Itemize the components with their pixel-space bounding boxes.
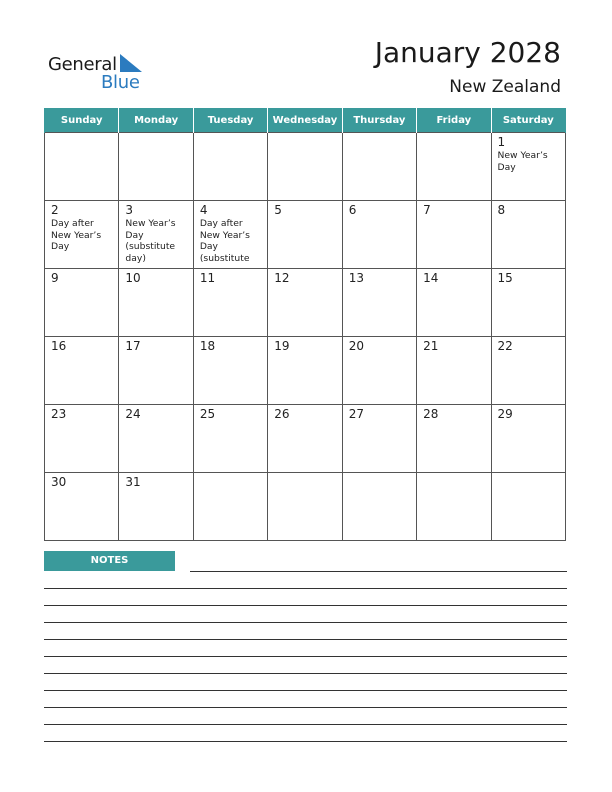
weekday-friday: Friday: [417, 108, 491, 133]
day-number: 29: [497, 407, 513, 421]
day-cell: [342, 473, 416, 541]
day-cell: [417, 201, 491, 269]
day-number: 15: [497, 271, 513, 285]
day-cell: [119, 133, 193, 201]
day-number: 2: [51, 203, 59, 217]
week-row: [45, 201, 566, 269]
day-cell: [342, 201, 416, 269]
day-cell: [491, 337, 565, 405]
day-number: 24: [125, 407, 141, 421]
note-line: [44, 673, 567, 674]
day-number: 23: [51, 407, 67, 421]
day-number: 7: [423, 203, 431, 217]
day-number: 18: [199, 339, 216, 353]
day-cell: [119, 269, 193, 337]
day-number: 12: [274, 271, 290, 285]
weekday-tuesday: Tuesday: [193, 108, 267, 133]
note-line: [44, 588, 567, 589]
day-cell: [491, 269, 565, 337]
day-cell: [268, 201, 342, 269]
day-number: 8: [497, 203, 506, 217]
day-cell: [417, 337, 491, 405]
day-cell: [268, 133, 342, 201]
week-row: [45, 473, 566, 541]
note-line: [44, 724, 567, 725]
holiday-label: New Year’s Day (substitute day): [125, 218, 176, 264]
holiday-label: Day after New Year’s Day: [51, 218, 102, 252]
day-number: 9: [51, 271, 59, 285]
day-cell: [193, 405, 267, 473]
day-number: 3: [125, 203, 134, 217]
day-cell: [268, 405, 342, 473]
day-cell: [342, 133, 416, 201]
day-cell: [268, 473, 342, 541]
day-cell: [417, 269, 491, 337]
day-cell: [119, 337, 193, 405]
note-line: [44, 690, 567, 691]
day-cell: [342, 405, 416, 473]
day-cell: [268, 269, 342, 337]
day-number: 31: [125, 475, 141, 489]
weekday-thursday: Thursday: [342, 108, 416, 133]
day-cell: [491, 133, 565, 201]
day-number: 21: [423, 339, 439, 353]
day-number: 6: [348, 203, 357, 217]
day-cell: [342, 337, 416, 405]
weekday-header-row: [45, 108, 566, 133]
day-number: 22: [497, 339, 513, 353]
note-line: [44, 656, 567, 657]
day-number: 17: [125, 339, 141, 353]
weekday-wednesday: Wednesday: [268, 108, 342, 133]
day-cell: [342, 269, 416, 337]
day-number: 19: [274, 339, 290, 353]
day-number: 5: [274, 203, 282, 217]
day-number: 13: [348, 271, 364, 285]
calendar-grid: [44, 108, 566, 541]
brand-blue: Blue: [101, 72, 140, 93]
note-line: [44, 741, 567, 742]
brand-logo: [48, 52, 158, 92]
day-cell: [45, 269, 119, 337]
week-row: [45, 337, 566, 405]
weekday-sunday: Sunday: [45, 108, 119, 133]
day-cell: [119, 473, 193, 541]
day-cell: [417, 473, 491, 541]
brand-general: General: [48, 54, 117, 75]
week-row: [45, 133, 566, 201]
day-number: 1: [497, 135, 506, 149]
page-title: January 2028: [374, 36, 561, 69]
day-cell: [193, 473, 267, 541]
holiday-label: Day after New Year’s Day (substitute: [199, 218, 250, 264]
note-line: [44, 605, 567, 606]
week-row: [45, 269, 566, 337]
day-number: 28: [423, 407, 439, 421]
day-cell: [45, 337, 119, 405]
note-line: [44, 622, 567, 623]
notes-header: NOTES: [44, 551, 175, 571]
brand-triangle-icon: [120, 54, 142, 72]
country-name: New Zealand: [449, 77, 561, 97]
day-cell: [491, 201, 565, 269]
day-cell: [193, 133, 267, 201]
note-line: [44, 639, 567, 640]
day-cell: [119, 201, 193, 269]
day-cell: [193, 201, 267, 269]
day-number: 16: [51, 339, 67, 353]
day-number: 27: [348, 407, 364, 421]
day-cell: [45, 201, 119, 269]
week-row: [45, 405, 566, 473]
day-number: 25: [199, 407, 216, 421]
weekday-monday: Monday: [119, 108, 193, 133]
day-number: 14: [423, 271, 439, 285]
holiday-label: New Year’s Day: [497, 150, 548, 173]
weekday-saturday: Saturday: [491, 108, 565, 133]
day-cell: [193, 269, 267, 337]
day-cell: [268, 337, 342, 405]
day-cell: [417, 405, 491, 473]
day-cell: [417, 133, 491, 201]
day-cell: [119, 405, 193, 473]
day-number: 26: [274, 407, 290, 421]
day-cell: [193, 337, 267, 405]
day-cell: [491, 473, 565, 541]
day-number: 20: [348, 339, 364, 353]
day-number: 10: [125, 271, 141, 285]
day-cell: [45, 133, 119, 201]
day-number: 30: [51, 475, 67, 489]
day-cell: [491, 405, 565, 473]
day-cell: [45, 405, 119, 473]
day-cell: [45, 473, 119, 541]
note-line: [190, 571, 567, 572]
note-line: [44, 707, 567, 708]
day-number: 4: [199, 203, 208, 217]
day-number: 11: [199, 271, 216, 285]
